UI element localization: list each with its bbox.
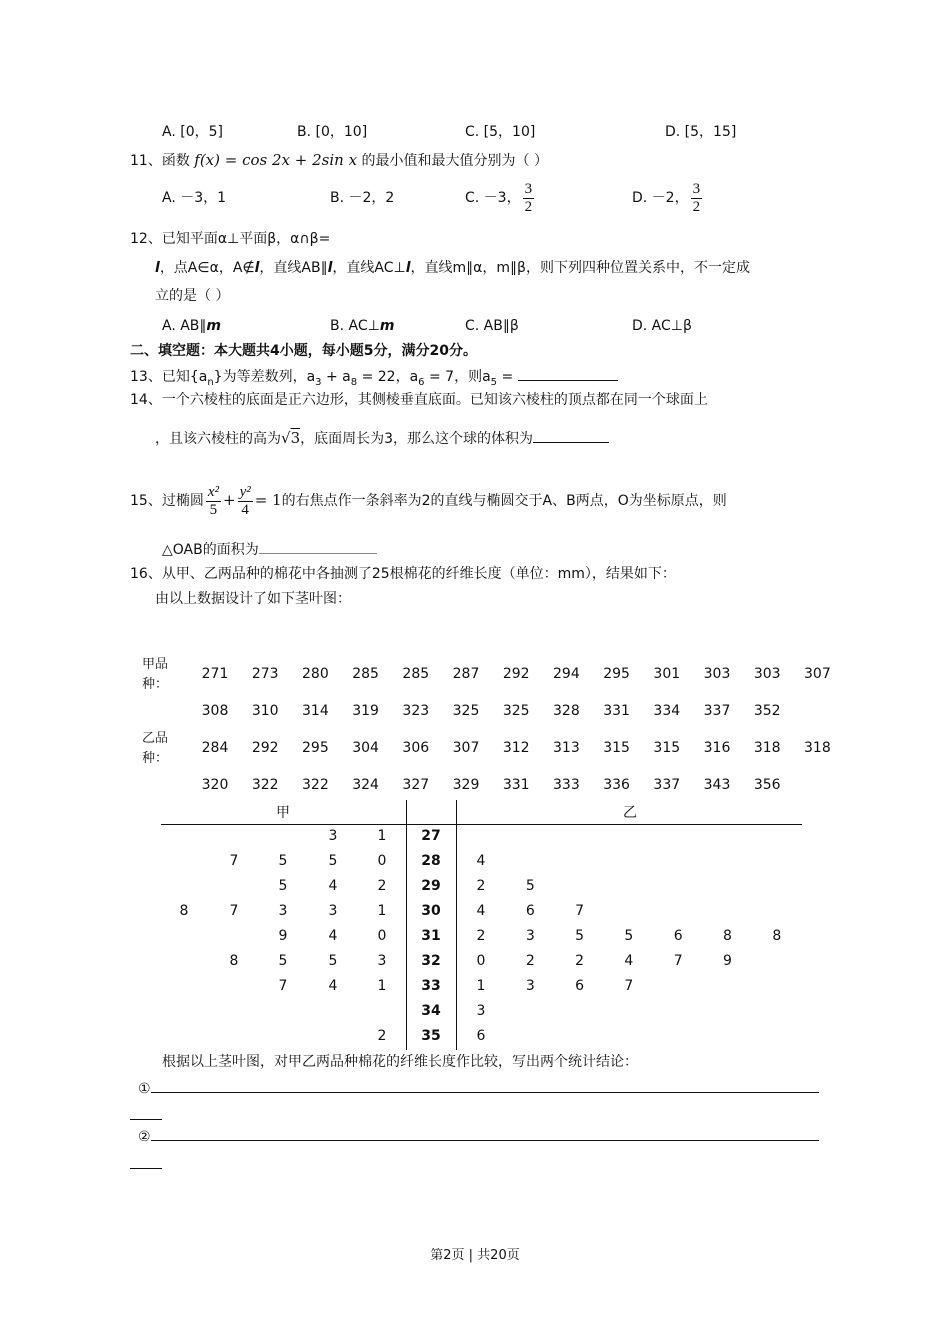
yi-row2-value: 322 — [251, 777, 279, 793]
leaf-yi: 7 — [673, 953, 683, 969]
section2-heading: 二、填空题：本大题共4小题，每小题5分，满分20分。 — [130, 343, 477, 359]
stem-header-rule — [161, 824, 802, 825]
yi-row1-value: 313 — [553, 740, 580, 756]
yi-row2-value: 331 — [502, 777, 530, 793]
yi-row2-value: 324 — [352, 777, 379, 793]
leaf-jia: 1 — [377, 903, 387, 919]
leaf-jia: 5 — [278, 878, 288, 894]
yi-row1-value: 315 — [653, 740, 681, 756]
jia-row1-value: 273 — [251, 666, 279, 682]
jia-row1-value: 287 — [452, 666, 480, 682]
yi-row1-value: 315 — [603, 740, 630, 756]
leaf-yi: 4 — [476, 903, 486, 919]
leaf-yi: 2 — [575, 953, 585, 969]
leaf-yi: 7 — [624, 978, 634, 994]
circle-one-marker: ① — [138, 1081, 151, 1097]
q11-option-d-fraction: $\frac{3}{2}$ — [692, 180, 701, 215]
leaf-jia: 7 — [229, 853, 239, 869]
q11-post: 的最小值和最大值分别为（ ） — [361, 153, 548, 169]
yi-row1-value: 307 — [452, 740, 480, 756]
yi-row2-value: 356 — [753, 777, 781, 793]
q16-line2: 由以上数据设计了如下茎叶图： — [155, 591, 351, 607]
leaf-yi: 6 — [476, 1028, 486, 1044]
q14-line1: 14、一个六棱柱的底面是正六边形，其侧棱垂直底面。已知该六棱柱的顶点都在同一个球面上 — [130, 392, 708, 408]
leaf-yi: 5 — [525, 878, 535, 894]
yi-row1-value: 284 — [201, 740, 229, 756]
q13-answer-blank[interactable] — [518, 366, 618, 381]
stem-left-divider — [406, 800, 407, 1050]
jia-row2-value: 334 — [653, 703, 681, 719]
jia-row2-value: 325 — [452, 703, 480, 719]
circle-two-marker: ② — [138, 1129, 151, 1145]
answer-blank-2[interactable] — [151, 1126, 819, 1141]
leaf-jia: 5 — [328, 853, 338, 869]
jia-row2-value: 331 — [603, 703, 630, 719]
leaf-jia: 2 — [377, 1028, 387, 1044]
yi-row1-value: 316 — [703, 740, 731, 756]
jia-row2-value: 328 — [553, 703, 580, 719]
leaf-jia: 9 — [278, 928, 288, 944]
q15-line2: △OAB的面积为 — [162, 539, 377, 560]
jia-row1-value: 294 — [553, 666, 580, 682]
q12-option-c: C. AB∥β — [465, 318, 519, 334]
leaf-jia: 5 — [278, 953, 288, 969]
label-yi-variety: 乙品种： — [141, 731, 168, 766]
q12-option-b: B. AC⊥m — [330, 318, 395, 334]
leaf-jia: 8 — [229, 953, 239, 969]
jia-row1-value: 295 — [603, 666, 630, 682]
jia-row2-value: 314 — [302, 703, 329, 719]
leaf-jia: 3 — [328, 903, 338, 919]
leaf-jia: 7 — [278, 978, 288, 994]
q11-stem — [130, 150, 548, 171]
leaf-yi: 5 — [624, 928, 634, 944]
q16-conclusion-prompt: 根据以上茎叶图，对甲乙两品种棉花的纤维长度作比较，写出两个统计结论： — [162, 1054, 638, 1070]
leaf-jia: 1 — [377, 978, 387, 994]
leaf-jia: 4 — [328, 978, 338, 994]
jia-row1-value: 292 — [502, 666, 530, 682]
answer-line-2-cont — [130, 1168, 162, 1169]
jia-row2-value: 310 — [251, 703, 279, 719]
yi-row1-value: 318 — [804, 740, 831, 756]
jia-row1-value: 303 — [753, 666, 781, 682]
leaf-yi: 8 — [772, 928, 782, 944]
q11-function: f(x) = cos 2x + 2sin x — [194, 151, 358, 169]
yi-row2-value: 333 — [553, 777, 580, 793]
q16-line1: 16、从甲、乙两品种的棉花中各抽测了25根棉花的纤维长度（单位：mm），结果如下： — [130, 566, 676, 582]
jia-row2-value: 319 — [352, 703, 379, 719]
q14-sqrt: √3 — [281, 429, 301, 447]
leaf-yi: 1 — [476, 978, 486, 994]
q14-answer-blank[interactable] — [533, 428, 609, 443]
answer-blank-1[interactable] — [151, 1078, 819, 1093]
leaf-jia: 3 — [328, 828, 338, 844]
jia-row1-value: 285 — [402, 666, 430, 682]
q10-option-b: B. [0，10] — [297, 124, 368, 140]
leaf-jia: 4 — [328, 878, 338, 894]
leaf-jia: 1 — [377, 828, 387, 844]
label-jia-variety: 甲品种： — [141, 657, 168, 692]
jia-row1-value: 280 — [302, 666, 329, 682]
leaf-yi: 0 — [476, 953, 486, 969]
q15-frac-y: $\frac{\text{y²}}{4}$ — [239, 483, 251, 518]
leaf-yi: 6 — [673, 928, 683, 944]
leaf-jia: 2 — [377, 878, 387, 894]
jia-row2-value: 323 — [402, 703, 430, 719]
yi-row2-value: 336 — [603, 777, 630, 793]
leaf-yi: 2 — [476, 928, 486, 944]
leaf-yi: 2 — [476, 878, 486, 894]
leaf-yi: 6 — [525, 903, 535, 919]
q15-frac-x: $\frac{\text{x²}}{5}$ — [207, 483, 219, 518]
q10-option-c: C. [5，10] — [465, 124, 536, 140]
stem-value: 34 — [421, 1003, 441, 1019]
leaf-jia: 0 — [377, 853, 387, 869]
q11-option-c: C. －3， $\frac{3}{2}$ — [465, 180, 533, 215]
yi-row1-value: 304 — [352, 740, 379, 756]
yi-row1-value: 295 — [302, 740, 329, 756]
stem-value: 28 — [421, 853, 441, 869]
q12-line1: 12、已知平面α⊥平面β，α∩β= — [130, 231, 331, 247]
stem-value: 32 — [421, 953, 441, 969]
answer-line-2 — [138, 1126, 819, 1147]
stem-value: 29 — [421, 878, 441, 894]
stem-value: 31 — [421, 928, 441, 944]
jia-row1-value: 303 — [703, 666, 731, 682]
yi-row2-value: 322 — [302, 777, 329, 793]
leaf-yi: 3 — [525, 928, 535, 944]
jia-row1-value: 271 — [201, 666, 229, 682]
yi-row2-value: 343 — [703, 777, 731, 793]
answer-line-1 — [138, 1078, 819, 1099]
leaf-jia: 7 — [229, 903, 239, 919]
stem-value: 27 — [421, 828, 441, 844]
q12-line3: 立的是（ ） — [155, 288, 230, 304]
q11-option-a: A. －3，1 — [162, 190, 227, 206]
stem-value: 35 — [421, 1028, 441, 1044]
q15-answer-blank[interactable] — [259, 539, 377, 554]
leaf-jia: 5 — [278, 853, 288, 869]
q11-number: 11、 — [130, 153, 162, 169]
leaf-yi: 9 — [723, 953, 732, 969]
q11-option-d: D. －2， $\frac{3}{2}$ — [632, 180, 701, 215]
yi-row1-value: 318 — [753, 740, 781, 756]
q10-option-d: D. [5，15] — [665, 124, 737, 140]
stem-header-jia: 甲 — [276, 805, 290, 821]
stem-right-divider — [456, 800, 457, 1050]
jia-row1-value: 307 — [804, 666, 831, 682]
leaf-yi: 4 — [624, 953, 634, 969]
yi-row2-value: 337 — [653, 777, 681, 793]
q11-option-b: B. －2，2 — [330, 190, 395, 206]
yi-row2-value: 327 — [402, 777, 430, 793]
jia-row2-value: 352 — [753, 703, 781, 719]
stem-value: 30 — [421, 903, 441, 919]
q14-line2: ，且该六棱柱的高为√3，底面周长为3，那么这个球的体积为 — [155, 428, 609, 449]
q11-option-c-fraction: $\frac{3}{2}$ — [524, 180, 533, 215]
yi-row1-value: 312 — [502, 740, 530, 756]
stem-value: 33 — [421, 978, 441, 994]
jia-row2-value: 325 — [502, 703, 530, 719]
yi-row2-value: 329 — [452, 777, 480, 793]
leaf-jia: 3 — [377, 953, 387, 969]
yi-row2-value: 320 — [201, 777, 229, 793]
jia-row2-value: 308 — [201, 703, 229, 719]
leaf-jia: 3 — [278, 903, 288, 919]
leaf-jia: 5 — [328, 953, 338, 969]
q11-pre: 函数 — [161, 153, 190, 169]
leaf-yi: 6 — [575, 978, 585, 994]
page-footer: 第2页 | 共20页 — [430, 1248, 520, 1263]
leaf-jia: 0 — [377, 928, 387, 944]
leaf-yi: 4 — [476, 853, 486, 869]
q12-line2: l，点A∈α，A∉l，直线AB∥l，直线AC⊥l，直线m∥α，m∥β，则下列四种位置关系中，不一定成 — [155, 260, 750, 276]
yi-row1-value: 292 — [251, 740, 279, 756]
answer-line-1-cont — [130, 1119, 162, 1120]
leaf-yi: 8 — [723, 928, 732, 944]
q15-line1: 15、过椭圆 $\frac{\text{x²}}{5}$ + $\frac{\text{y²}}{4}$ = 1的右焦点作一条斜率为2的直线与椭圆交于A、B两点，O为坐标原点，则 — [130, 483, 727, 518]
leaf-yi: 5 — [575, 928, 585, 944]
q13-text: 13、已知$\{a_n\}$为等差数列，$a_3 + a_8 = 22$，$a_6 = 7$，则$a_5$ = — [130, 366, 618, 393]
leaf-yi: 3 — [476, 1003, 486, 1019]
jia-row1-value: 285 — [352, 666, 379, 682]
jia-row1-value: 301 — [653, 666, 681, 682]
leaf-yi: 7 — [575, 903, 585, 919]
q10-option-a: A. [0，5] — [162, 124, 223, 140]
stem-header-yi: 乙 — [623, 805, 637, 821]
yi-row1-value: 306 — [402, 740, 430, 756]
jia-row2-value: 337 — [703, 703, 731, 719]
leaf-yi: 3 — [525, 978, 535, 994]
leaf-yi: 2 — [525, 953, 535, 969]
leaf-jia: 8 — [179, 903, 189, 919]
q12-option-d: D. AC⊥β — [632, 318, 692, 334]
leaf-jia: 4 — [328, 928, 338, 944]
q12-option-a: A. AB∥m — [162, 318, 222, 334]
